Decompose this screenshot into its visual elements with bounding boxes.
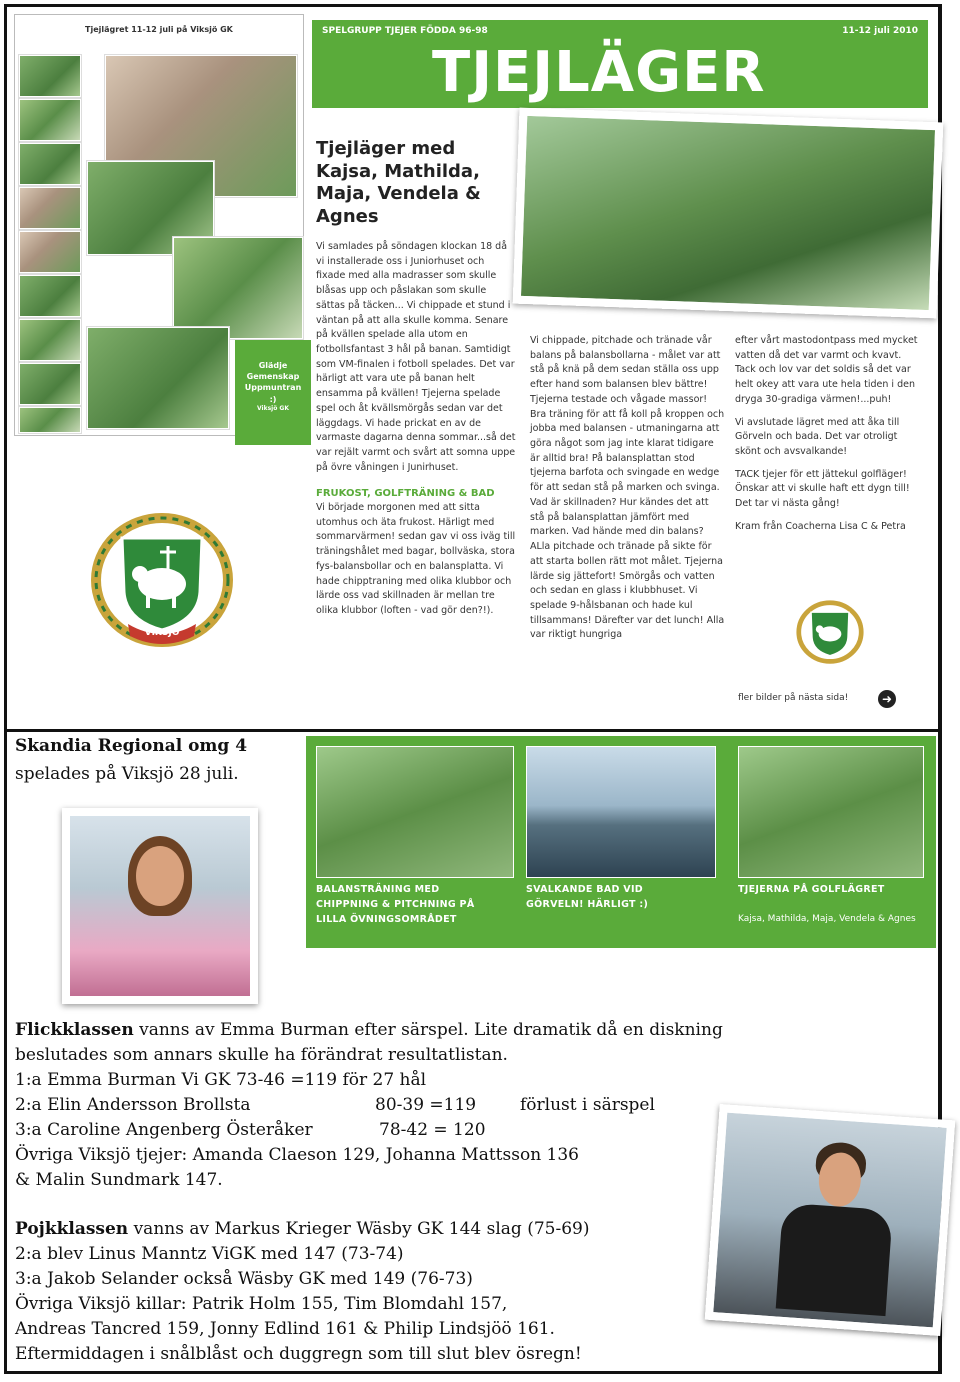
article-column-1 [316,240,516,619]
collage-photo [19,407,81,433]
slogan-line: :) [269,394,277,404]
article-signature: Kram från Coacherna Lisa C & Petra [735,520,906,532]
collage-photo [19,319,81,361]
article-paragraph: TACK tjejer för ett jättekul golfläger! Önskar att vi skulle haft ett dygn till! Det tar vi nästa gång! [735,468,910,510]
result-score: 78-42 = 120 [379,1120,486,1140]
collage-photo [87,327,229,429]
collage-photo [19,275,81,317]
slogan-line: Viksjö GK [257,404,289,412]
slogan-line: Gemenskap [246,372,300,382]
boys-result-intro [15,1219,589,1239]
band-photo-girls [738,746,924,878]
girls-class-heading: Flickklassen [15,1020,134,1040]
result-line: 2:a blev Linus Manntz ViGK med 147 (73-74) [15,1244,404,1264]
result-line: 1:a Emma Burman Vi GK 73-46 =119 för 27 hål [15,1070,427,1090]
article-paragraph: Vi samlades på söndagen klockan 18 då vi installerade oss i Juniorhuset och fixade med alla madrasser som skulle blåsas upp och påslakan som skulle sättas på täcken... Vi chippade et stund i väntan på att alla skulle komma. Senare på kvällen spelade alla utom en fotbollsfantast 3 hål på banan. Samtidigt som VM-finalen i fotboll spelades. Det var härligt att vara ute på banan helt ensamma på kvällen! Tjejerna spelade spel och åt kvällsmörgås sedan var det läggdags. Vi hade prickat en av de varmaste dagarna denna sommar...så det var rejält varmt och svårt att somna uppe på övre våningen i Junirhuset. [316,241,516,473]
viksjo-crest-small-logo [795,598,865,668]
result-line: Eftermiddagen i snålblåst och duggregn som till slut blev ösregn! [15,1344,582,1364]
result-text: vanns av Markus Krieger Wäsby GK 144 slag (75-69) [128,1219,590,1239]
article-paragraph: Vi avslutade lägret med att åka till Görveln och bada. Det var otroligt skönt och avsvalkande! [735,416,900,458]
collage-photo [19,143,81,185]
report-title: Skandia Regional omg 4 [15,736,248,756]
slogan-box [235,340,311,445]
boys-class-heading: Pojkklassen [15,1219,129,1239]
winner-photo-boys [705,1104,955,1336]
result-line: Övriga Viksjö tjejer: Amanda Claeson 129, Johanna Mattsson 136 [15,1145,579,1165]
article-paragraph: Vi chippade, pitchade och tränade vår balans på balansbollarna - målet var att stå på knä på dem sedan ställa oss upp efter hand som balansen blev bättre! Tjejerna testade och vågade massor! Bra träning för att få koll på kroppen och jobba med balansen - utmaningarna att göra något som jag inte klarat tidigare är alltid bra! På balansplattan stod tjejerna barfota och svingade en wedge för att sedan stå på marken och svinga. Vad är skillnaden? Hur kändes det att stå på balansplattan jämfört med marken. Vad hände med din balans? ALla pitchade och tränade på sikte för att starta bollen rätt mot målet. Tjejerna lärde sig jättefort! Smörgås och vatten och sedan en glass i klubbhuset. Vi spelade 9-hålsbanan och hade kul tillsammans! Därefter var det lunch! Alla var riktigt hungriga [530,335,725,641]
article-paragraph: Vi började morgonen med att sitta utomhus och äta frukost. Härligt med sommarvärmen! sedan gav vi oss iväg till träningshålet med bagar, bollväska, stora fys-balansbollar och en balansplatta. Vi hade chipptraning med olika klubbor och lärde oss vad skillnaden är mellan tre olika klubbor (loften - vad gör den?!). [316,502,516,617]
band-photo-balance [316,746,514,878]
band-caption-2 [526,882,648,912]
newsletter-date: 11-12 juli 2010 [842,26,918,36]
newsletter-header [312,20,928,108]
result-line [15,1120,486,1140]
result-line [15,1095,655,1115]
collage-photo [19,363,81,405]
article-column-2 [530,334,725,643]
band-caption-3 [738,882,885,897]
collage-title: Tjejlägret 11-12 juli på Viksjö GK [85,25,233,34]
result-text: vanns av Emma Burman efter särspel. Lite dramatik då en diskning [133,1020,723,1040]
arrow-right-icon: ➜ [878,690,896,708]
article-column-3 [735,334,920,535]
band-names: Kajsa, Mathilda, Maja, Vendela & Agnes [738,914,916,924]
result-name: 2:a Elin Andersson Brollsta [15,1095,251,1115]
collage-photo [19,231,81,273]
group-photo [513,108,944,319]
result-line: 3:a Jakob Selander också Wäsby GK med 149 (76-73) [15,1269,473,1289]
caption-line: BALANSTRÄNING MED [316,884,440,895]
result-line: & Malin Sundmark 147. [15,1170,223,1190]
winner-photo-girls [62,808,258,1004]
result-line: Övriga Viksjö killar: Patrik Holm 155, Tim Blomdahl 157, [15,1294,508,1314]
caption-line: CHIPPNING & PITCHNING PÅ [316,899,475,911]
girls-result-intro [15,1020,723,1040]
caption-line: TJEJERNA PÅ GOLFLÄGRET [738,884,885,895]
result-score: 80-39 =119 [375,1095,477,1115]
result-note: förlust i särspel [520,1095,655,1115]
collage-photo [173,237,303,339]
section-heading: FRUKOST, GOLFTRÄNING & BAD [316,487,495,499]
photo-band [306,736,936,948]
slogan-line: Glädje [258,361,288,370]
caption-line: SVALKANDE BAD VID [526,884,643,895]
next-page-note: fler bilder på nästa sida! [738,693,849,703]
band-photo-swim [526,746,716,878]
collage-photo [19,99,81,141]
article-paragraph: efter vårt mastodontpass med mycket vatten då det var varmt och kvavt. Tack och lov var det soldis så det var helt okey att vara ute hela tiden i den dryga 30-gradiga värmen!...puh! [735,335,918,405]
photo-detail [136,846,184,906]
collage-photo [19,187,81,229]
article-title: Tjejläger med Kajsa, Mathilda, Maja, Vendela & Agnes [316,138,481,227]
photo-collage [14,14,304,436]
newsletter-title: TJEJLÄGER [432,40,766,105]
band-caption-1 [316,882,474,928]
collage-photo [19,55,81,97]
result-name: 3:a Caroline Angenberg Österåker [15,1120,313,1140]
report-subtitle: spelades på Viksjö 28 juli. [15,764,239,784]
result-line: beslutades som annars skulle ha förändrat resultatlistan. [15,1045,508,1065]
slogan-line: Uppmuntran [244,383,302,393]
crest-text: VIKSJÖ [144,628,180,638]
section-divider [4,729,942,732]
caption-line: LILLA ÖVNINGSOMRÅDET [316,914,457,926]
result-line: Andreas Tancred 159, Jonny Edlind 161 & Philip Lindsjöö 161. [15,1319,555,1339]
photo-detail [776,1203,893,1316]
caption-line: GÖRVELN! HÄRLIGT :) [526,899,649,911]
newsletter-subtitle: SPELGRUPP TJEJER FÖDDA 96-98 [322,26,488,36]
